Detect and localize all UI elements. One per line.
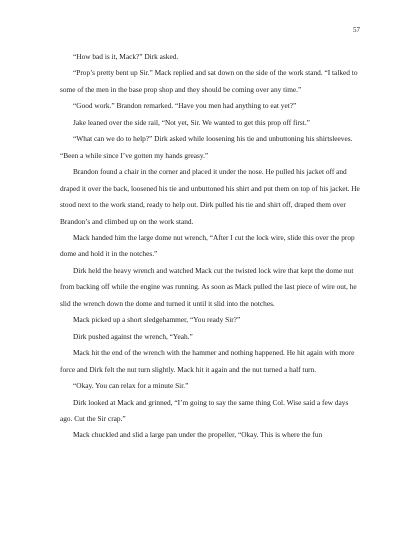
paragraph: Mack chuckled and slid a large pan under the propeller, “Okay. This is where the fun: [73, 430, 323, 440]
paragraph: “Prop’s pretty bent up Sir.” Mack replied and sat down on the side of the work stand. “I talked to some of the men in the base prop shop and they should be coming over any time.”: [60, 68, 358, 94]
paragraph: “Okay. You can relax for a minute Sir.”: [73, 381, 189, 391]
paragraph: Brandon found a chair in the corner and placed it under the nose. He pulled his jacket off and draped it over the back, loosened his tie and unbuttoned his shirt and put them on top of his jacket. He stood next to the work stand, ready to help out. Dirk pulled his tie and shirt off, draped them over Brandon’s and climbed up on the work stand.: [60, 167, 360, 226]
paragraph: Dirk held the heavy wrench and watched Mack cut the twisted lock wire that kept the dome nut from backing off while the engine was running. As soon as Mack pulled the last piece of wire out, he slid the wrench down the dome and turned it until it slid into the notches.: [60, 265, 357, 308]
paragraph: Dirk pushed against the wrench, “Yeah.”: [73, 331, 193, 341]
paragraph: “How bad is it, Mack?” Dirk asked.: [73, 52, 179, 61]
paragraph: Mack hit the end of the wrench with the hammer and nothing happened. He hit again with more force and Dirk felt the nut turn slightly. Mack hit it again and the nut turned a half turn.: [60, 348, 355, 374]
paragraph: Mack handed him the large dome nut wrench, “After I cut the lock wire, slide this over the prop dome and hold it in the notches.”: [60, 232, 355, 259]
body-text: [60, 49, 361, 444]
paragraph: “What can we do to help?” Dirk asked while loosening his tie and unbuttoning his shirtsleeves. “Been a while since I’ve gotten my hands greasy.”: [60, 134, 353, 160]
paragraph: “Good work.” Brandon remarked. “Have you men had anything to eat yet?”: [73, 101, 297, 111]
page-number: 57: [353, 26, 360, 34]
paragraph: Mack picked up a short sledgehammer, “You ready Sir?”: [73, 315, 241, 325]
paragraph: Jake leaned over the side rail, “Not yet, Sir. We wanted to get this prop off first.”: [73, 117, 310, 127]
paragraph: Dirk looked at Mack and grinned, “I’m going to say the same thing Col. Wise said a few days ago. Cut the Sir crap.”: [60, 397, 349, 423]
